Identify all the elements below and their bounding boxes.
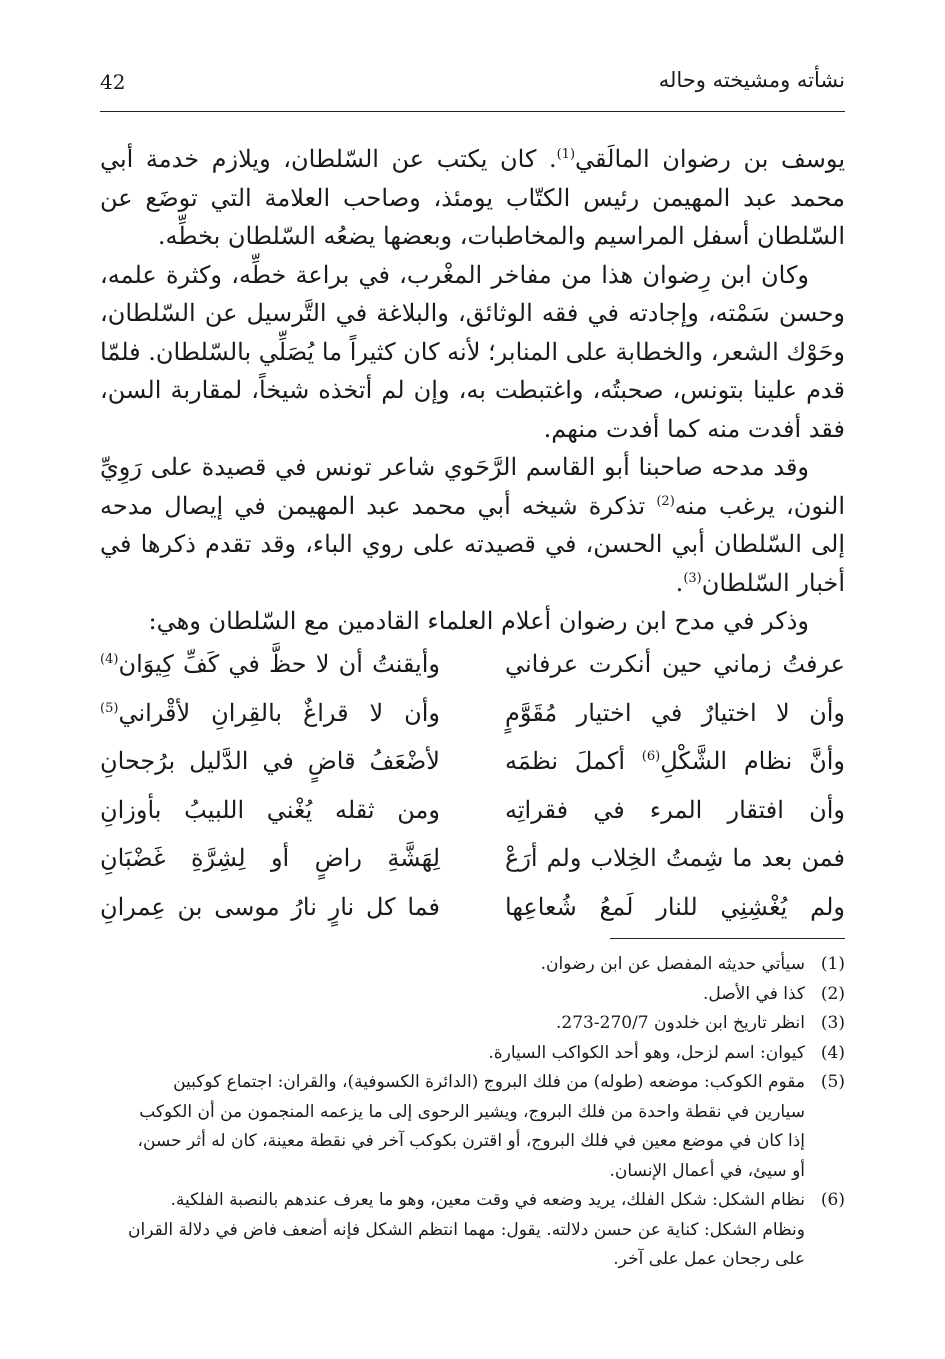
footnote-number: (3) — [820, 1013, 845, 1033]
footnote-ref-4: (4) — [100, 652, 119, 668]
paragraph-1-text-b: . كان يكتب عن السّلطان، ويلازم خدمة أبي محمد عبد المهيمن رئيس الكتّاب يومئذ، وصاحب العلامة التي توضَع عن السّلطان أسفل المراسيم والمخاطبات، وبعضها يضعُه السّلطان بخطِّه. — [100, 145, 845, 250]
paragraph-1 — [100, 140, 845, 256]
verse-2-first-hemistich: وأن لا اختيارٌ في اختيار مُقَوَّمٍ — [505, 698, 845, 727]
footnote-text — [100, 1068, 805, 1186]
running-head: نشأته ومشيخته وحاله — [658, 68, 845, 92]
footnote-item — [100, 1039, 845, 1069]
footnotes — [100, 950, 845, 1275]
paragraph-3-text-a: وقد مدحه صاحبنا أبو القاسم الرَّحَوي شاعر تونس في قصيدة على رَوِيِّ النون، يرغب منه — [100, 453, 845, 520]
verse-line — [100, 883, 845, 932]
verse-4-first-hemistich: وأن افتقار المرء في فقراتِه — [505, 795, 845, 824]
verse-4-second-hemistich: ومن ثقله يُغْني اللبيبُ بأوزانِ — [100, 795, 440, 824]
footnote-text — [100, 980, 805, 1010]
verse-1-first-hemistich: عرفتُ زماني حين أنكرت عرفاني — [505, 650, 845, 679]
footnote-ref-3: (3) — [683, 570, 702, 586]
main-text — [100, 140, 845, 641]
header-rule — [100, 111, 845, 112]
footnote-line: كيوان: اسم لزحل، وهو أحد الكواكب السيارة. — [488, 1042, 805, 1063]
footnote-ref-5: (5) — [100, 700, 119, 716]
footnote-item — [100, 950, 845, 980]
footnote-text — [100, 950, 805, 980]
footnote-line: نظام الشكل: شكل الفلك، يريد وضعه في وقت معين، وهو ما يعرف عندهم بالنصبة الفلكية. — [170, 1190, 805, 1210]
footnote-number: (1) — [820, 954, 845, 974]
paragraph-3-text-c: . — [675, 568, 684, 597]
paragraph-4: وذكر في مدح ابن رضوان أعلام العلماء القادمين مع السّلطان وهي: — [148, 607, 809, 635]
verse-2-second-hemistich — [100, 699, 440, 727]
verse-6-first-hemistich: ولم يُغْشِنِي للنار لَمعُ شُعاعِها — [505, 892, 845, 921]
footnote-number: (6) — [820, 1190, 845, 1210]
verse-line — [100, 689, 845, 738]
verse-5-second-hemistich: لِهَشَّةِ راضٍ أو لِشِرَّةِ غَضْبَانِ — [100, 844, 440, 873]
footnote-item — [100, 1068, 845, 1186]
verse-line — [100, 834, 845, 883]
paragraph-3 — [100, 448, 845, 602]
footnote-number: (5) — [820, 1072, 845, 1092]
paragraph-2: وكان ابن رِضوان هذا من مفاخر المغْرب، في براعة خطِّه، وكثرة علمه، وحسن سَمْته، وإجادته في فقه الوثائق، والبلاغة في التَّرسيل عن السّلطان، وحَوْك الشعر، والخطابة على المنابر؛ لأنه كان كثيراً ما يُصَلِّي بالسّلطان. فلمّا قدم علينا بتونس، صحبتُه، واغتبطت به، وإن لم أتخذه شيخاً، لمقاربة السن، فقد أفدت منه كما أفدت منهم. — [100, 260, 845, 443]
verse-2-second-text: وأن لا قراغٌ بالقِرانِ لأقْراني — [118, 698, 440, 727]
footnote-line: أو سيئ، في أعمال الإنسان. — [609, 1160, 805, 1181]
footnote-line: سيارين في نقطة واحدة من فلك البروج، ويشير الرحوى إلى ما يزعمه المنجمون من أن الكوكب — [139, 1101, 805, 1122]
verse-line — [100, 786, 845, 835]
footnote-ref-2: (2) — [656, 493, 675, 509]
verse-6-second-hemistich: فما كل نارٍ نارُ موسى بن عِمرانِ — [100, 892, 440, 921]
poem — [100, 640, 845, 931]
verse-line — [100, 640, 845, 689]
footnote-text — [100, 1039, 805, 1069]
footnote-line: سيأتي حديثه المفصل عن ابن رضوان. — [540, 954, 805, 974]
footnote-number: (2) — [820, 983, 845, 1004]
footnote-ref-6: (6) — [641, 749, 661, 765]
footnote-item — [100, 1009, 845, 1039]
footnote-line: ونظام الشكل: كناية عن حسن دلالته. يقول: مهما انتظم الشكل فإنه أضعف فاض في دلالة القران — [128, 1219, 805, 1240]
footnote-number: (4) — [820, 1042, 845, 1063]
verse-5-first-hemistich: فمن بعد ما شِمتُ الخِلاب ولم أرَعْ — [505, 844, 845, 873]
verse-line — [100, 737, 845, 786]
footnote-line: إذا كان في موضع معين في فلك البروج، أو اقترن بكوكب آخر في نقطة معينة، كان له أثر حسن، — [137, 1131, 805, 1151]
footnote-item — [100, 980, 845, 1010]
footnote-line: مقوم الكوكب: موضعه (طوله) من فلك البروج (الدائرة الكسوفية)، والقران: اجتماع كوكبين — [173, 1072, 805, 1092]
footnote-item — [100, 1186, 845, 1275]
paragraph-3-text-b: تذكرة شيخه أبي محمد عبد المهيمن في إيصال مدحه إلى السّلطان أبي الحسن، في قصيدته على روي الباء، وقد تقدم ذكرها في أخبار السّلطان — [100, 491, 845, 597]
footnote-line: انظر تاريخ ابن خلدون 270/7-273. — [556, 1013, 805, 1033]
verse-1-second-text: وأيقنتُ أن لا حظَّ في كَفِّ كِيوَان — [118, 650, 440, 679]
footnote-ref-1: (1) — [556, 147, 576, 162]
footnote-text — [100, 1009, 805, 1039]
verse-3-first-text: وأنَّ نظام الشَّكْلِ — [660, 747, 846, 776]
footnote-line: على رجحان عمل على آخر. — [613, 1249, 805, 1269]
verse-3-first-tail: أكملَ نظمَه — [505, 747, 642, 776]
verse-3-first-hemistich — [505, 747, 845, 775]
footnote-separator — [610, 938, 845, 939]
page-number: 42 — [100, 70, 126, 94]
page-header — [100, 62, 845, 102]
footnote-text — [100, 1186, 805, 1275]
verse-1-second-hemistich — [100, 650, 440, 678]
paragraph-1-text-a: يوسف بن رضوان المالَقي — [575, 145, 845, 173]
verse-3-second-hemistich: لأضْعَفُ قاضٍ في الدَّليل برُجحانِ — [100, 747, 440, 776]
footnote-line: كذا في الأصل. — [703, 983, 805, 1004]
